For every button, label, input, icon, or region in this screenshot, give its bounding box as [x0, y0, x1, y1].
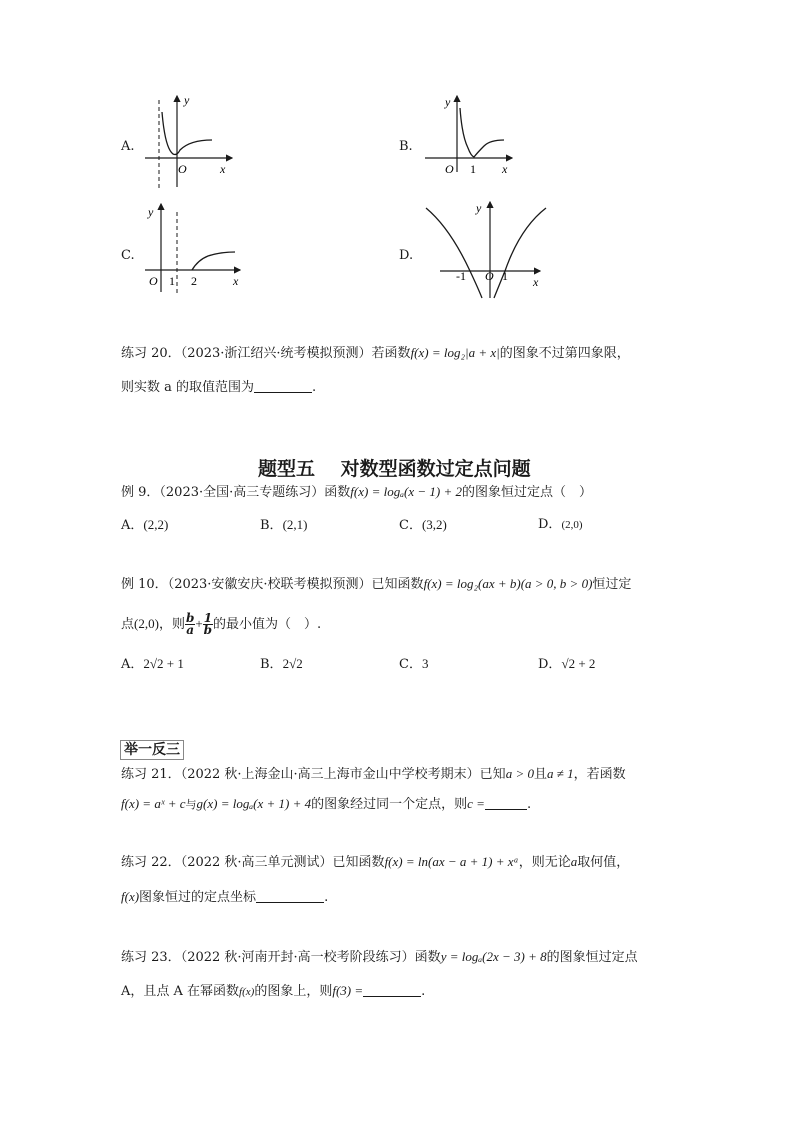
- option-letter: A．: [121, 657, 144, 672]
- graph-d-y-label: y: [476, 201, 482, 215]
- example-10-text: 已知函数: [371, 577, 424, 592]
- exercise-21-end: .: [526, 797, 532, 812]
- exercise-23-line2: [121, 981, 425, 1002]
- graph-c: [140, 200, 250, 300]
- option-letter: B．: [260, 657, 283, 672]
- exercise-20-line1: [121, 343, 630, 364]
- fraction-denominator: b: [203, 623, 213, 637]
- exercise-22-text2: ，则无论: [518, 855, 571, 870]
- graph-c-tick-2: 2: [191, 274, 197, 288]
- exercise-21-cond1: a > 0: [505, 766, 534, 781]
- option-value: (2,0): [561, 519, 583, 531]
- exercise-20-text: 若函数: [371, 346, 411, 361]
- graph-b: [420, 92, 520, 182]
- option-d-letter: D.: [399, 248, 414, 263]
- example-9-option-b[interactable]: [260, 515, 307, 536]
- exercise-23-text: 函数: [414, 950, 441, 965]
- exercise-21-and: 且: [533, 767, 547, 782]
- graph-b-tick-1: 1: [470, 162, 476, 176]
- exercise-22-source: （2022 秋·高三单元测试）: [180, 855, 333, 870]
- answer-blank[interactable]: [256, 888, 324, 903]
- fraction-numerator: b: [185, 611, 195, 625]
- exercise-23-text3: A，且点 A 在幂函数: [121, 984, 240, 999]
- exercise-22-line1: [121, 852, 629, 873]
- exercise-23-text4: 的图象上，则: [254, 984, 333, 999]
- exercise-22-formula: f(x) = ln(ax − a + 1) + xᵃ: [384, 854, 519, 869]
- example-9-option-d[interactable]: [538, 515, 583, 535]
- exercise-20-line2: [121, 378, 316, 398]
- fraction-1-over-b: [203, 613, 213, 636]
- option-letter: B．: [260, 518, 283, 533]
- example-9-option-c[interactable]: [399, 515, 447, 536]
- exercise-22-label: 练习 22．: [121, 855, 181, 870]
- exercise-21-text3: 的图象经过同一个定点，则: [311, 797, 468, 812]
- exercise-21-source: （2022 秋·上海金山·高三上海市金山中学校考期末）: [180, 767, 480, 782]
- section-title: 题型五 对数型函数过定点问题: [258, 458, 531, 480]
- example-10-line2: [121, 611, 321, 638]
- example-9-option-a[interactable]: [121, 515, 168, 536]
- exercise-22-text3: 取何值，: [577, 855, 630, 870]
- example-10-option-a[interactable]: [121, 654, 184, 675]
- example-10-option-b[interactable]: [260, 654, 303, 675]
- exercise-21-label: 练习 21．: [121, 767, 181, 782]
- exercise-20-source: （2023·浙江绍兴·统考模拟预测）: [180, 346, 372, 361]
- exercise-23-f3: f(3) =: [332, 983, 364, 998]
- exercise-22-line2: [121, 887, 328, 908]
- exercise-22-a: a: [570, 854, 578, 869]
- example-10-text4: ，则: [158, 617, 185, 632]
- graph-a: [140, 92, 240, 192]
- option-c-letter: C.: [121, 248, 135, 263]
- plus-sign: +: [195, 616, 203, 631]
- exercise-23-formula: y = logₐ(2x − 3) + 8: [440, 949, 547, 964]
- graph-a-origin: O: [178, 162, 187, 176]
- graph-a-y-label: y: [184, 93, 190, 107]
- fraction-b-over-a: [185, 613, 195, 636]
- option-value: 3: [421, 656, 429, 671]
- exercise-22-f: f(x): [121, 889, 140, 904]
- graph-d-tick-1: 1: [502, 269, 508, 283]
- fraction-numerator: 1: [203, 611, 213, 625]
- graph-c-x-label: x: [233, 274, 239, 288]
- example-10-option-c[interactable]: [399, 654, 428, 675]
- option-letter: D．: [538, 517, 562, 532]
- exercise-22-prompt: 图象恒过的定点坐标: [139, 890, 257, 905]
- graph-c-tick-1: 1: [169, 274, 175, 288]
- graph-c-origin: O: [149, 274, 158, 288]
- option-letter: C．: [399, 657, 422, 672]
- option-letter: A．: [121, 518, 144, 533]
- exercise-21-f-formula: f(x) = aˣ + c: [121, 796, 186, 811]
- exercise-21-with: 与: [185, 798, 197, 811]
- answer-blank[interactable]: [485, 795, 527, 810]
- fraction-denominator: a: [186, 623, 195, 637]
- example-9-source: （2023·全国·高三专题练习）: [159, 485, 325, 500]
- example-9-label: 例 9．: [121, 485, 160, 500]
- exercise-21-line1: [121, 764, 626, 785]
- option-letter: D．: [538, 657, 562, 672]
- answer-blank[interactable]: [254, 378, 312, 393]
- exercise-21-text2: ，若函数: [573, 767, 626, 782]
- exercise-23-source: （2022 秋·河南开封·高一校考阶段练习）: [180, 950, 415, 965]
- option-value: (3,2): [421, 517, 447, 532]
- example-10-option-d[interactable]: [538, 654, 595, 675]
- exercise-20-label: 练习 20．: [121, 346, 181, 361]
- example-10-point: (2,0): [134, 616, 159, 631]
- exercise-20-formula: f(x) = log₂|a + x|: [410, 345, 500, 360]
- exercise-20-prompt: 则实数 a 的取值范围为: [121, 380, 255, 395]
- example-10-label: 例 10．: [121, 577, 168, 592]
- example-10-text3: 点: [121, 617, 135, 632]
- example-9-line1: [121, 482, 592, 503]
- exercise-21-g-formula: g(x) = logₐ(x + 1) + 4: [196, 796, 312, 811]
- exercise-23-text2: 的图象恒过定点: [546, 950, 638, 965]
- example-10-text5: 的最小值为（ ）.: [213, 617, 322, 632]
- graph-d-origin: O: [485, 269, 494, 283]
- option-a-letter: A.: [121, 139, 135, 154]
- graph-b-x-label: x: [502, 162, 508, 176]
- exercise-21-c: c =: [467, 796, 485, 811]
- exercise-21-text: 已知: [479, 767, 506, 782]
- answer-blank[interactable]: [363, 982, 421, 997]
- example-9-formula: f(x) = logₐ(x − 1) + 2: [350, 484, 462, 499]
- exercise-23-line1: [121, 947, 638, 968]
- example-9-text: 函数: [324, 485, 351, 500]
- graph-b-y-label: y: [445, 95, 451, 109]
- practice-badge: 举一反三: [120, 740, 184, 760]
- option-value: 2√2 + 1: [143, 656, 184, 671]
- exercise-21-line2: [121, 794, 531, 815]
- exercise-22-text: 已知函数: [332, 855, 385, 870]
- option-value: √2 + 2: [561, 656, 596, 671]
- option-value: (2,2): [143, 517, 169, 532]
- graph-c-y-label: y: [148, 205, 154, 219]
- exercise-22-end: .: [324, 890, 329, 905]
- example-10-source: （2023·安徽安庆·校联考模拟预测）: [167, 577, 372, 592]
- exercise-23-label: 练习 23．: [121, 950, 181, 965]
- exercise-23-f: f(x): [239, 986, 255, 998]
- graph-a-x-label: x: [220, 162, 226, 176]
- option-b-letter: B.: [399, 139, 413, 154]
- example-10-line1: [121, 574, 631, 595]
- option-value: 2√2: [282, 656, 303, 671]
- exercise-20-text2: 的图象不过第四象限，: [499, 346, 630, 361]
- graph-d-tick-neg1: -1: [456, 269, 466, 283]
- example-10-text2: 恒过定: [592, 577, 632, 592]
- example-10-formula: f(x) = log₂(ax + b)(a > 0, b > 0): [423, 576, 593, 591]
- option-value: (2,1): [282, 517, 308, 532]
- option-letter: C．: [399, 518, 422, 533]
- graph-b-origin: O: [445, 162, 454, 176]
- example-9-text2: 的图象恒过定点（ ）: [461, 485, 592, 500]
- exercise-20-end: .: [312, 380, 317, 395]
- graph-d-x-label: x: [533, 275, 539, 289]
- exercise-21-cond2: a ≠ 1: [546, 766, 574, 781]
- exercise-23-end: .: [421, 984, 426, 999]
- graph-d: [420, 198, 550, 303]
